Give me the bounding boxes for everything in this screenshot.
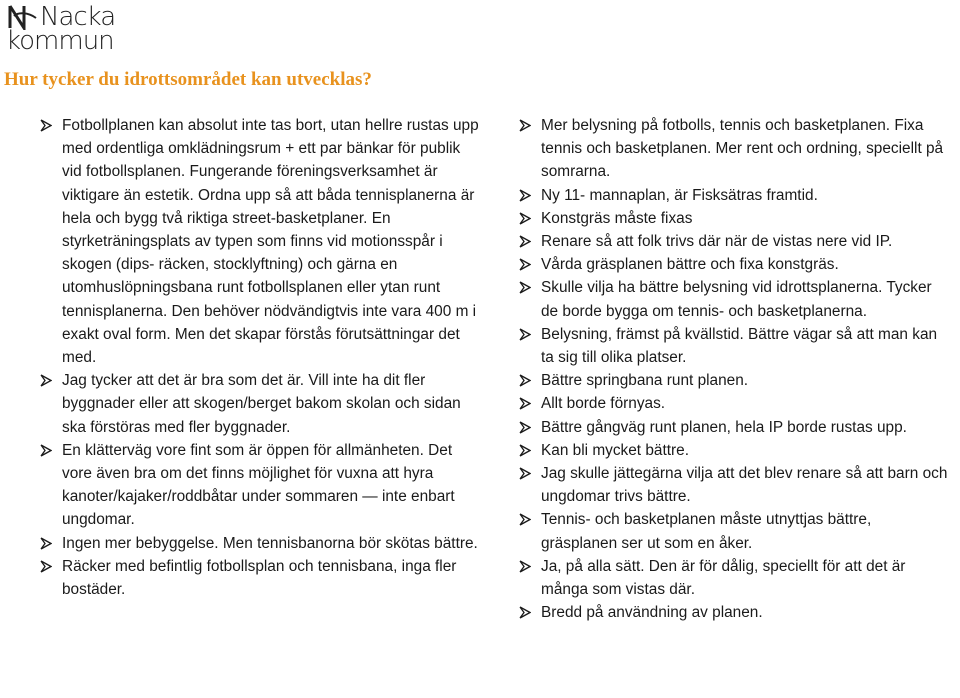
list-item-text: Bättre springbana runt planen.	[541, 372, 749, 390]
list-item-text: Konstgräs måste fixas	[541, 209, 693, 227]
list-item	[519, 392, 949, 415]
list-item-text: En klätterväg vore fint som är öppen för allmänheten. Det vore även bra om det finns möjlighet för vuxna att hyra kanoter/kajaker/roddbåtar under sommaren — inte enbart ungdomar.	[62, 441, 455, 529]
arrowhead-bullet-icon	[519, 397, 531, 410]
arrowhead-bullet-icon	[519, 606, 531, 619]
list-item	[40, 114, 480, 369]
logo-text-line1: Nacka	[40, 2, 116, 32]
arrowhead-bullet-icon	[519, 119, 531, 132]
list-item-text: Ny 11- mannaplan, är Fisksätras framtid.	[541, 186, 818, 204]
list-item-text: Jag tycker att det är bra som det är. Vill inte ha dit fler byggnader eller att skogen/berget bakom skolan och sidan ska förstöras med fler byggnader.	[62, 372, 461, 436]
list-item	[40, 439, 480, 532]
list-item	[519, 601, 949, 624]
right-column-list	[519, 114, 949, 624]
arrowhead-bullet-icon	[519, 444, 531, 457]
page-title: Hur tycker du idrottsområdet kan utvecklas?	[4, 69, 372, 90]
list-item-text: Bättre gångväg runt planen, hela IP borde rustas upp.	[541, 418, 907, 436]
arrowhead-bullet-icon	[40, 119, 52, 132]
list-item-text: Allt borde förnyas.	[541, 395, 666, 413]
arrowhead-bullet-icon	[519, 467, 531, 480]
arrowhead-bullet-icon	[519, 421, 531, 434]
list-item-text: Vårda gräsplanen bättre och fixa konstgräs.	[541, 256, 839, 274]
arrowhead-bullet-icon	[519, 328, 531, 341]
arrowhead-bullet-icon	[519, 374, 531, 387]
list-item	[519, 555, 949, 601]
list-item-text: Bredd på användning av planen.	[541, 604, 763, 622]
list-item-text: Räcker med befintlig fotbollsplan och tennisbana, inga fler bostäder.	[62, 557, 457, 599]
arrowhead-bullet-icon	[519, 235, 531, 248]
list-item	[519, 508, 949, 554]
arrowhead-bullet-icon	[40, 444, 52, 457]
list-item	[40, 532, 480, 555]
list-item-text: Ingen mer bebyggelse. Men tennisbanorna bör skötas bättre.	[62, 534, 478, 552]
list-item-text: Ja, på alla sätt. Den är för dålig, speciellt för att det är många som vistas där.	[541, 557, 906, 599]
arrowhead-bullet-icon	[40, 560, 52, 573]
list-item-text: Fotbollplanen kan absolut inte tas bort, utan hellre rustas upp med ordentliga omklädningsrum + ett par bänkar för publik vid fotbollsplanen. Fungerande föreningsverksamhet är viktigare än estetik. Ordna upp så att båda tennisplanerna är hela och bygg två riktiga street-basketplaner. En styrketräningsplats av typen som finns vid motionsspår i skogen (dips- räcken, stocklyftning) och gärna en utomhuslöpningsbana runt fotbollsplanen eller ytan runt tennisplanerna. Den behöver nödvändigtvis inte vara 400 m i exakt oval form. Men det skapar förstås förutsättningar det med.	[62, 117, 479, 367]
list-item	[519, 276, 949, 322]
list-item-text: Kan bli mycket bättre.	[541, 441, 689, 459]
arrowhead-bullet-icon	[519, 258, 531, 271]
arrowhead-bullet-icon	[519, 513, 531, 526]
list-item	[519, 462, 949, 508]
list-item	[40, 369, 480, 439]
arrowhead-bullet-icon	[519, 212, 531, 225]
list-item	[519, 369, 949, 392]
arrowhead-bullet-icon	[519, 281, 531, 294]
list-item-text: Mer belysning på fotbolls, tennis och basketplanen. Fixa tennis och basketplanen. Mer rent och ordning, speciellt på somrarna.	[541, 117, 944, 181]
logo-text-line2: kommun	[6, 26, 114, 56]
arrowhead-bullet-icon	[519, 560, 531, 573]
list-item	[519, 207, 949, 230]
list-item	[519, 184, 949, 207]
list-item	[519, 416, 949, 439]
list-item	[519, 114, 949, 184]
arrowhead-bullet-icon	[40, 374, 52, 387]
nacka-kommun-logo	[4, 0, 124, 56]
arrowhead-bullet-icon	[40, 537, 52, 550]
list-item	[519, 323, 949, 369]
list-item-text: Renare så att folk trivs där när de vistas nere vid IP.	[541, 233, 893, 251]
list-item-text: Skulle vilja ha bättre belysning vid idrottsplanerna. Tycker de borde bygga om tennis- och basketplanerna.	[541, 279, 932, 320]
list-item	[519, 253, 949, 276]
list-item	[519, 230, 949, 253]
left-column-list	[40, 114, 480, 601]
arrowhead-bullet-icon	[519, 189, 531, 202]
list-item	[519, 439, 949, 462]
list-item-text: Belysning, främst på kvällstid. Bättre vägar så att man kan ta sig till olika platser.	[541, 325, 938, 367]
list-item-text: Jag skulle jättegärna vilja att det blev renare så att barn och ungdomar trivs bättre.	[541, 465, 948, 506]
list-item-text: Tennis- och basketplanen måste utnyttjas bättre, gräsplanen ser ut som en åker.	[541, 511, 872, 552]
list-item	[40, 555, 480, 601]
